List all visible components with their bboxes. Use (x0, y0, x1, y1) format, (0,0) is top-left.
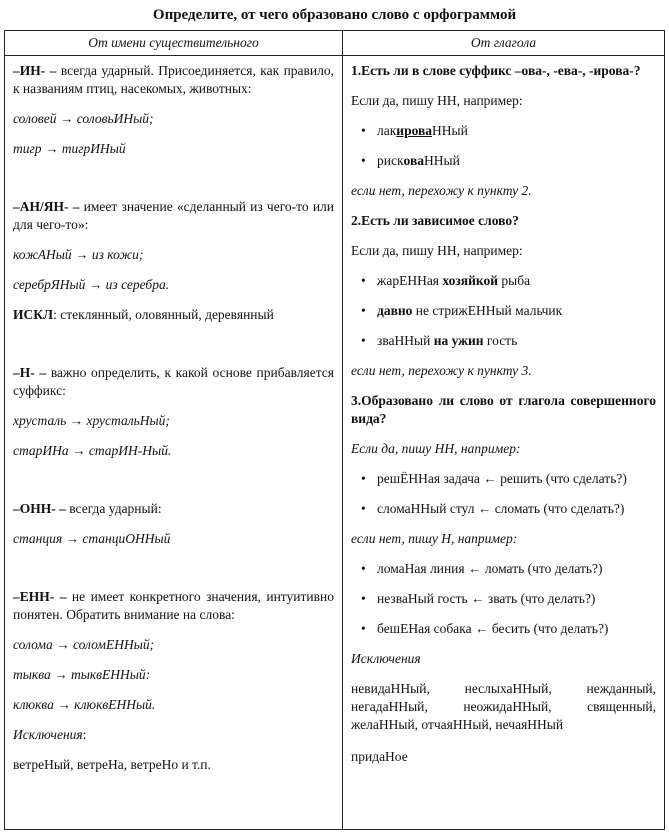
example: соловей → соловьИНый; (13, 111, 154, 126)
q2-yes: Если да, пишу НН, например: (351, 243, 523, 258)
q2-examples (351, 272, 656, 350)
exceptions-last: придаНое (351, 749, 408, 764)
list-item: • зваННый на ужин гость (351, 332, 656, 350)
example: старИНа → старИН-Ный. (13, 443, 172, 458)
rule-an: –АН/ЯН- – имеет значение «сделанный из чего-то или для чего-то»: (13, 199, 335, 232)
suffix-enn: –ЕНН- – (13, 589, 67, 604)
exceptions-list: ветреНый, ветреНа, ветреНо и т.п. (13, 757, 211, 772)
q3-no: если нет, пишу Н, например: (351, 531, 518, 546)
q1-no: если нет, перехожу к пункту 2. (351, 183, 532, 198)
example: кожАНый → из кожи; (13, 247, 144, 262)
list-item: • ломаНая линия ← ломать (что делать?) (351, 560, 656, 578)
example: тыква → тыквЕННый: (13, 667, 151, 682)
suffix-in: –ИН- – (13, 63, 57, 78)
verb-column (343, 56, 665, 830)
exceptions-label: Исключения: (13, 727, 87, 742)
q2-no: если нет, перехожу к пункту 3. (351, 363, 532, 378)
rule-onn: –ОНН- – всегда ударный: (13, 501, 162, 516)
rule-in: –ИН- – всегда ударный. Присоединяется, как правило, к названиям птиц, насекомых, животных: (13, 63, 335, 96)
list-item: • сломаННый стул ← сломать (что сделать?) (351, 500, 656, 518)
suffix-onn: –ОНН- – (13, 501, 66, 516)
list-item: • жарЕННая хозяйкой рыба (351, 272, 656, 290)
q1-examples (351, 122, 656, 170)
list-item: • лакироваННый (351, 122, 656, 140)
example: клюква → клюквЕННый. (13, 697, 156, 712)
list-item: • решЁННая задача ← решить (что сделать?) (351, 470, 656, 488)
list-item: • давно не стрижЕННый мальчик (351, 302, 656, 320)
page-title: Определите, от чего образовано слово с орфограммой (152, 7, 517, 23)
question-2: 2.Есть ли зависимое слово? (351, 213, 519, 228)
question-3: 3.Образовано ли слово от глагола совершенного вида? (351, 393, 656, 426)
q3-yes: Если да, пишу НН, например: (351, 441, 521, 456)
question-1: 1.Есть ли в слове суффикс –ова-, -ева-, -ирова-? (351, 63, 641, 78)
header-noun: От имени существительного (5, 31, 343, 56)
rule-n: –Н- – важно определить, к какой основе прибавляется суффикс: (13, 365, 334, 398)
exceptions-list: невидаННый, неслыхаННый, нежданный, негадаННый, неожидаННый, священный, желаННый, отчаяННый, нечаяННый (351, 681, 656, 732)
list-item: • незваНый гость ← звать (что делать?) (351, 590, 656, 608)
list-item: • рисковаННый (351, 152, 656, 170)
q3-n-examples (351, 560, 656, 638)
exceptions-label: Исключения (351, 651, 421, 666)
example: хрусталь → хрустальНый; (13, 413, 170, 428)
q1-yes: Если да, пишу НН, например: (351, 93, 523, 108)
header-verb: От глагола (343, 31, 665, 56)
exceptions-an: ИСКЛ: стеклянный, оловянный, деревянный (13, 307, 274, 322)
example: солома → соломЕННый; (13, 637, 155, 652)
suffix-n: –Н- – (13, 365, 47, 380)
suffix-an: –АН/ЯН- – (13, 199, 80, 214)
rule-enn: –ЕНН- – не имеет конкретного значения, интуитивно понятен. Обратить внимание на слова: (13, 589, 334, 622)
example: тигр → тигрИНый (13, 141, 126, 156)
example: серебрЯНый → из серебра. (13, 277, 170, 292)
rules-table (4, 30, 665, 830)
noun-column (5, 56, 343, 830)
q3-examples (351, 470, 656, 518)
example: станция → станциОННый (13, 531, 171, 546)
list-item: • бешЕНая собака ← бесить (что делать?) (351, 620, 656, 638)
